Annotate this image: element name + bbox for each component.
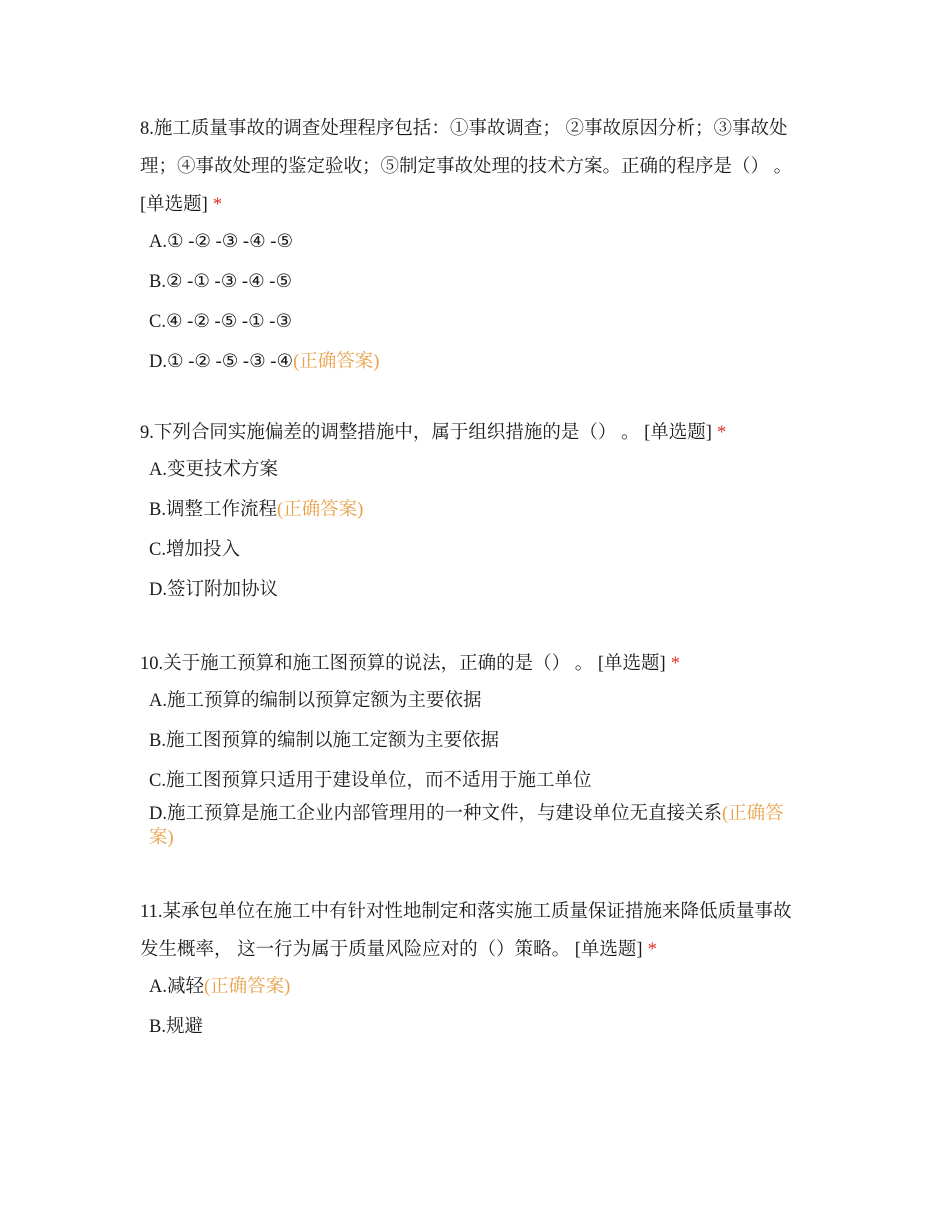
question-document (140, 110, 805, 1039)
question-title (140, 893, 805, 969)
option-text: A.减轻 (149, 977, 204, 997)
option-c[interactable] (149, 538, 805, 562)
option-c[interactable] (149, 310, 805, 334)
option-text: D.施工预算是施工企业内部管理用的一种文件，与建设单位无直接关系 (149, 804, 722, 824)
option-b[interactable] (149, 498, 805, 522)
question-text: 10.关于施工预算和施工图预算的说法，正确的是（） 。 (140, 654, 594, 674)
correct-answer-mark: (正确答案) (149, 804, 784, 848)
option-text: B.调整工作流程 (149, 500, 277, 520)
option-list (149, 975, 805, 1039)
option-text: A.变更技术方案 (149, 460, 278, 480)
option-text: C.施工图预算只适用于建设单位，而不适用于施工单位 (149, 771, 592, 791)
option-b[interactable] (149, 729, 805, 753)
correct-answer-mark: (正确答案) (293, 352, 380, 372)
option-text: B.施工图预算的编制以施工定额为主要依据 (149, 731, 499, 751)
required-mark: * (212, 195, 223, 215)
question-text: 11.某承包单位在施工中有针对性地制定和落实施工质量保证措施来降低质量事故发生概率， 这一行为属于质量风险应对的（）策略。 (140, 902, 792, 960)
option-a[interactable] (149, 975, 805, 999)
question-type-label: [单选题] (574, 940, 643, 960)
question-title (140, 645, 805, 683)
option-text: B.② -① -③ -④ -⑤ (149, 272, 293, 292)
correct-answer-mark: (正确答案) (204, 977, 291, 997)
option-a[interactable] (149, 689, 805, 713)
correct-answer-mark: (正确答案) (276, 500, 364, 520)
question-11 (140, 893, 805, 1039)
option-text: D.签订附加协议 (149, 580, 278, 600)
option-text: A.施工预算的编制以预算定额为主要依据 (149, 691, 482, 711)
option-d[interactable] (149, 802, 805, 850)
option-d[interactable] (149, 350, 805, 374)
option-text: C.④ -② -⑤ -① -③ (149, 312, 293, 332)
question-type-label: [单选题] (644, 423, 712, 443)
required-mark: * (716, 423, 727, 443)
option-list (149, 689, 805, 850)
option-list (149, 230, 805, 374)
option-text: C.增加投入 (149, 540, 240, 560)
question-9 (140, 414, 805, 602)
option-a[interactable] (149, 458, 805, 482)
option-d[interactable] (149, 578, 805, 602)
option-list (149, 458, 805, 602)
question-10 (140, 645, 805, 850)
option-a[interactable] (149, 230, 805, 254)
required-mark: * (670, 654, 680, 674)
option-b[interactable] (149, 270, 805, 294)
option-text: B.规避 (149, 1017, 203, 1037)
option-c[interactable] (149, 769, 805, 793)
question-title (140, 110, 805, 224)
question-title (140, 414, 805, 452)
required-mark: * (647, 940, 657, 960)
option-text: D.① -② -⑤ -③ -④ (149, 352, 294, 372)
question-text: 8.施工质量事故的调查处理程序包括：①事故调查； ②事故原因分析；③事故处理；④事故处理的鉴定验收；⑤制定事故处理的技术方案。正确的程序是（） 。 (140, 119, 793, 177)
option-text: A.① -② -③ -④ -⑤ (149, 232, 294, 252)
option-b[interactable] (149, 1015, 805, 1039)
question-type-label: [单选题] (140, 195, 208, 215)
question-type-label: [单选题] (597, 654, 666, 674)
question-8 (140, 110, 805, 374)
question-text: 9.下列合同实施偏差的调整措施中，属于组织措施的是（） 。 (140, 423, 640, 443)
